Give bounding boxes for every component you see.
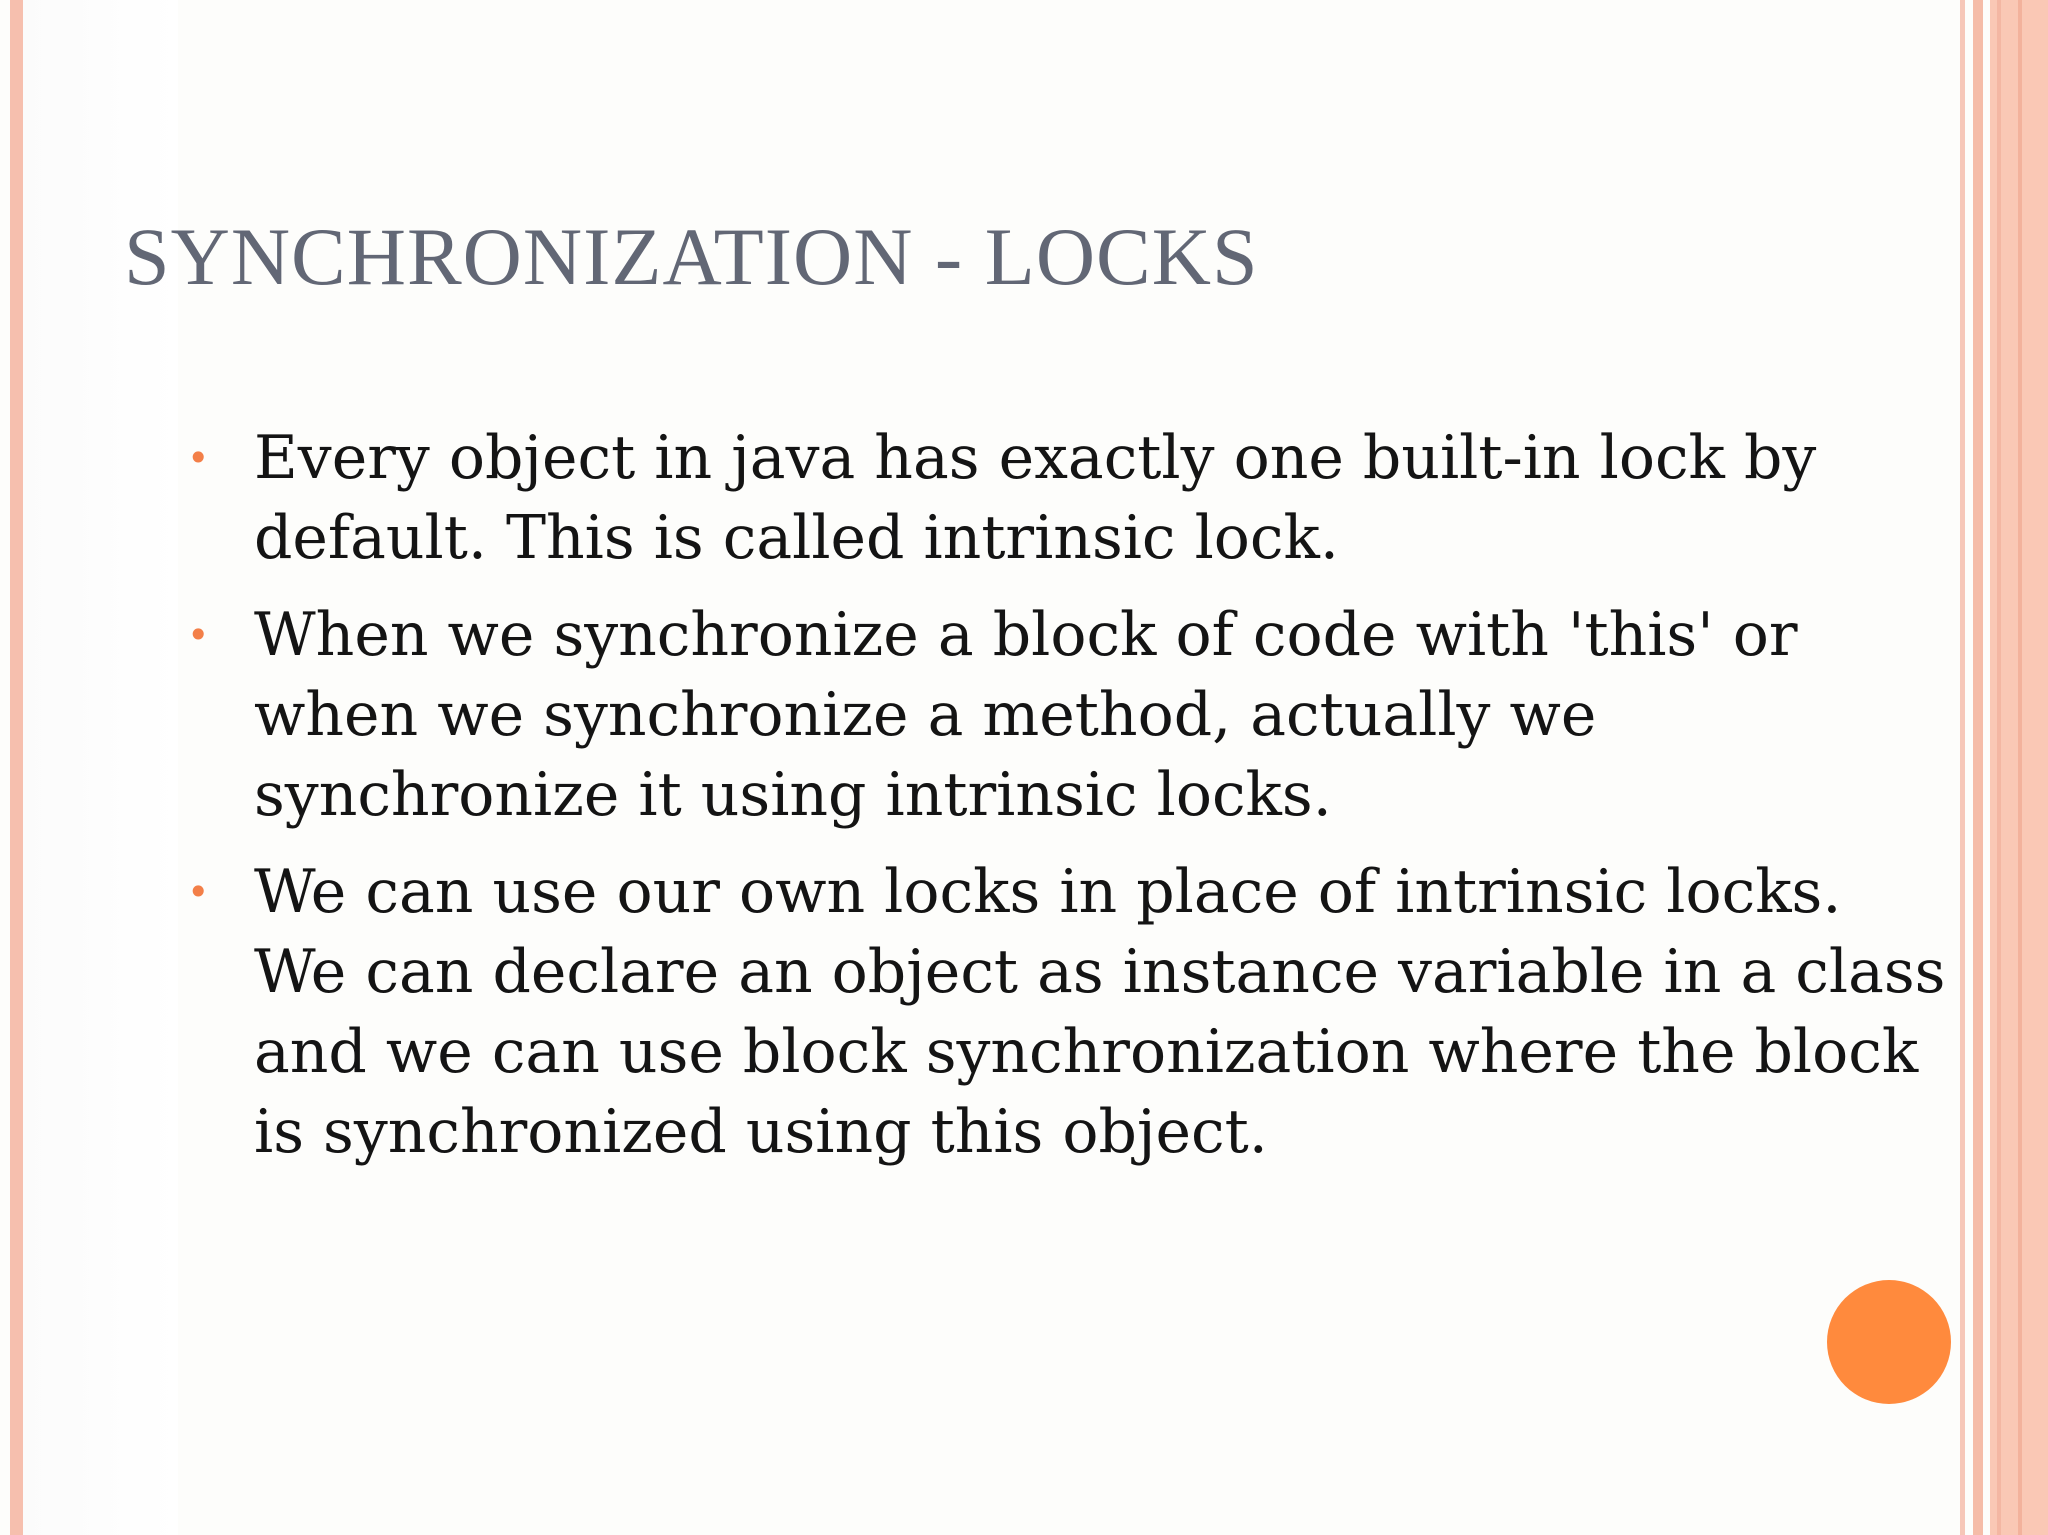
bullet-item-3: [182, 852, 1952, 1172]
left-border-stripe: [10, 0, 23, 1535]
bullet-marker: •: [187, 613, 210, 657]
right-border-line: [1973, 0, 1983, 1535]
bullet-item-1: [182, 418, 1952, 578]
bullet-list: [182, 418, 1952, 1189]
bullet-text: Every object in java has exactly one built-in lock by default. This is called intrinsic lock.: [254, 423, 1817, 573]
bullet-marker: •: [187, 436, 210, 480]
right-border-band-line: [2018, 0, 2022, 1535]
bullet-item-2: [182, 595, 1952, 835]
right-border-line: [1960, 0, 1965, 1535]
right-border-band-line: [1997, 0, 2001, 1535]
bullet-text: We can use our own locks in place of intrinsic locks. We can declare an object as instance variable in a class and we can use block synchronization where the block is synchronized using this object.: [254, 857, 1946, 1167]
bullet-marker: •: [187, 870, 210, 914]
decorative-circle-icon: [1827, 1280, 1951, 1404]
slide-title: SYNCHRONIZATION - LOCKS: [124, 211, 1259, 302]
bullet-text: When we synchronize a block of code with 'this' or when we synchronize a method, actually we synchronize it using intrinsic locks.: [254, 600, 1798, 830]
